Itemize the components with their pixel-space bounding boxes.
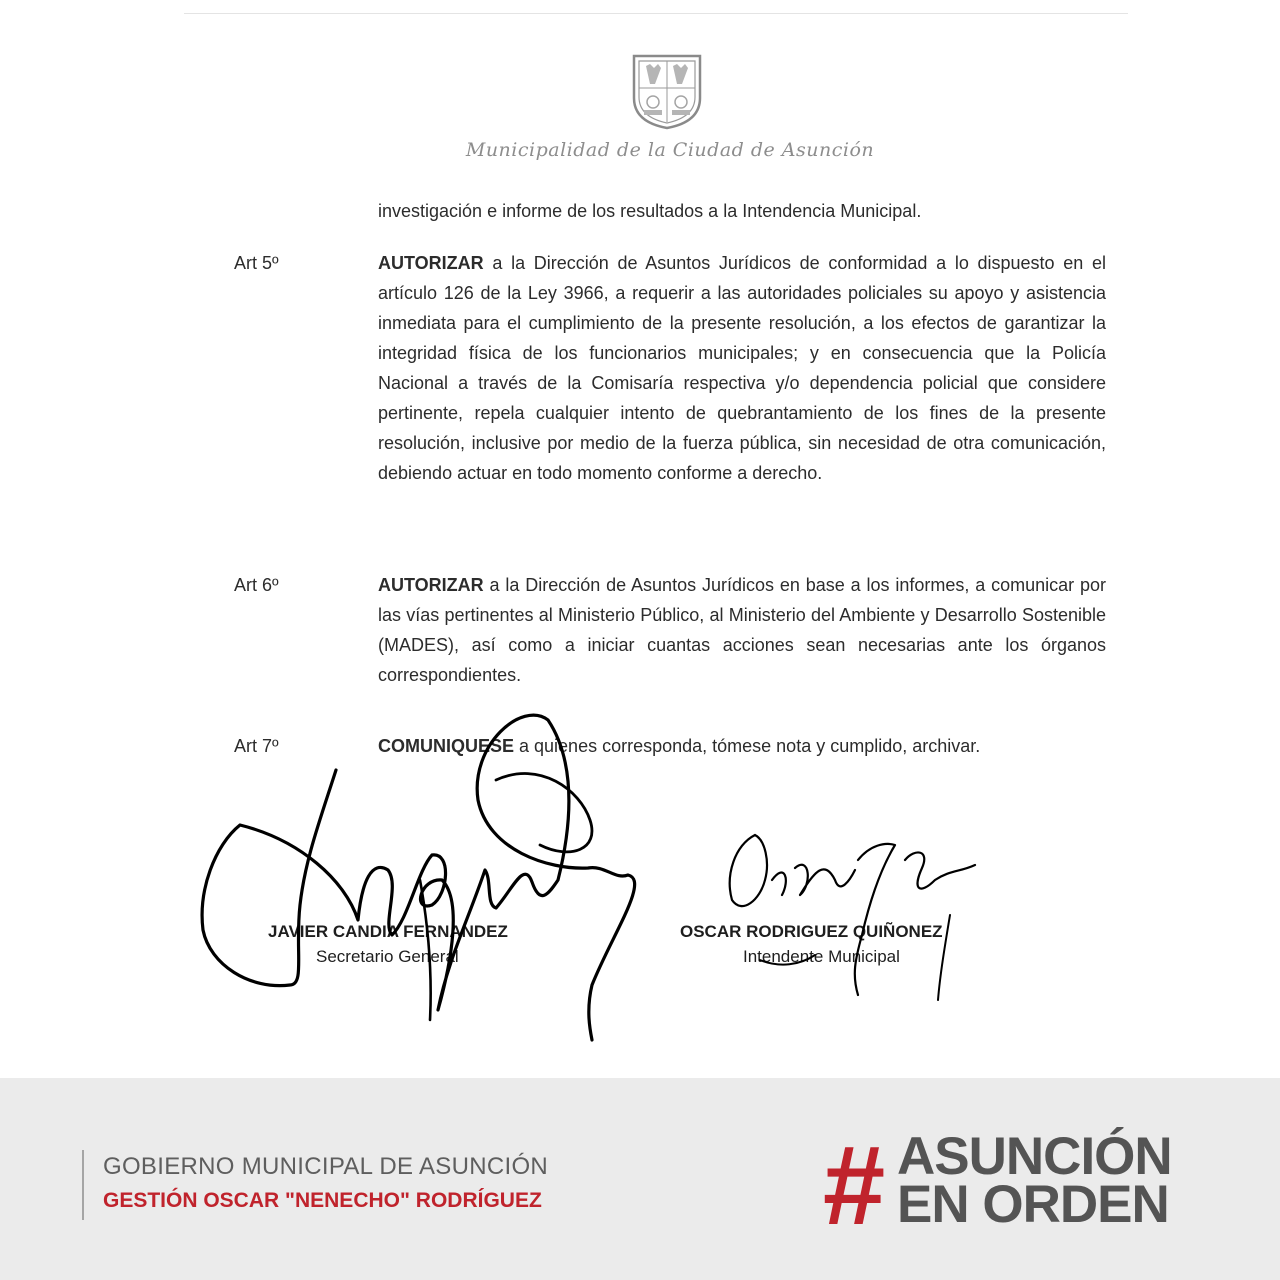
- article-7-lead: COMUNIQUESE: [378, 736, 515, 756]
- article-7-text: a quienes corresponda, tómese nota y cumplido, archivar.: [514, 736, 981, 756]
- article-6-lead: AUTORIZAR: [378, 575, 484, 595]
- municipality-heading: Municipalidad de la Ciudad de Asunción: [465, 139, 875, 161]
- brand-hash-icon: [812, 1136, 896, 1232]
- brand-line-1: ASUNCIÓN: [897, 1127, 1172, 1186]
- article-5-lead: AUTORIZAR: [378, 253, 484, 273]
- article-5-body: [378, 248, 1106, 488]
- signatory-1-role: Secretario General: [316, 947, 459, 966]
- footer-divider: [82, 1150, 84, 1220]
- brand-hash: #: [822, 1136, 886, 1232]
- signatory-1-name: JAVIER CANDIA FERNANDEZ: [268, 922, 508, 941]
- article-6-text: a la Dirección de Asuntos Jurídicos en base a los informes, a comunicar por las vías pertinentes al Ministerio Público, al Ministerio del Ambiente y Desarrollo Sostenible (MADES), así como a iniciar cuantas acciones sean necesarias ante los órganos correspondientes.: [378, 575, 1106, 685]
- article-5-label: Art 5º: [234, 253, 279, 273]
- article-6-label: Art 6º: [234, 575, 279, 595]
- footer-banner: [0, 1078, 1280, 1280]
- brand-line-2: EN ORDEN: [897, 1175, 1169, 1234]
- article-6-body: [378, 570, 1106, 690]
- article-5-text: a la Dirección de Asuntos Jurídicos de conformidad a lo dispuesto en el artículo 126 de la Ley 3966, a requerir a las autoridades policiales su apoyo y asistencia inmediata para el cumplimiento de la presente resolución, a los efectos de garantizar la integridad física de los funcionarios municipales; y en consecuencia que la Policía Nacional a través de la Comisaría respectiva y/o dependencia policial que considere pertinente, repela cualquier intento de quebrantamiento de los fines de la presente resolución, inclusive por medio de la fuerza pública, sin necesidad de otra comunicación, debiendo actuar en todo momento conforme a derecho.: [378, 253, 1106, 483]
- signature-2-scribble: [730, 835, 975, 995]
- signatory-2-role: Intendente Municipal: [743, 947, 900, 966]
- signature-1-scribble: [202, 715, 635, 1040]
- signature-1-loop: [496, 774, 592, 852]
- municipal-seal-icon: [630, 50, 704, 130]
- article-7-label: Art 7º: [234, 736, 279, 756]
- administration-label: GESTIÓN OSCAR "NENECHO" RODRÍGUEZ: [103, 1189, 542, 1212]
- government-label: GOBIERNO MUNICIPAL DE ASUNCIÓN: [103, 1153, 549, 1180]
- continuation-line: investigación e informe de los resultados a la Intendencia Municipal.: [378, 201, 922, 221]
- article-7-body: [378, 731, 1106, 761]
- page-top-edge: [184, 13, 1128, 14]
- signatory-2-name: OSCAR RODRIGUEZ QUIÑONEZ: [680, 922, 943, 941]
